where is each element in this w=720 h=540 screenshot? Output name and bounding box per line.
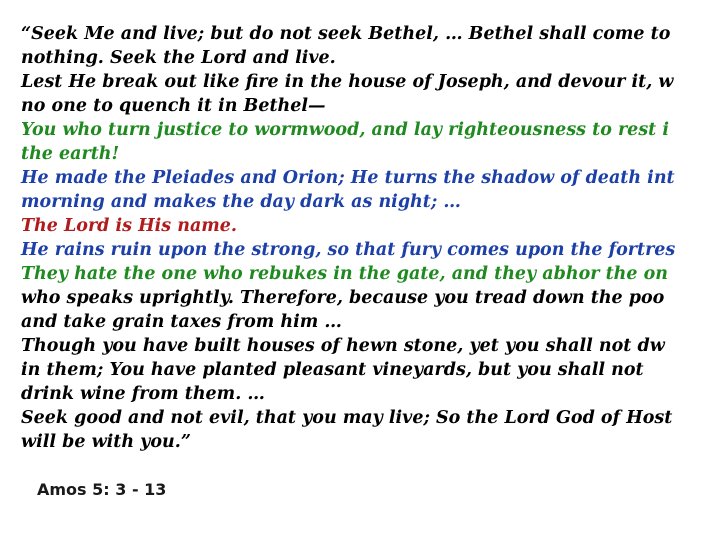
passage-line: You who turn justice to wormwood, and lay righteousness to rest i [21, 120, 669, 140]
passage-line: Lest He break out like fire in the house of Joseph, and devour it, w [21, 72, 674, 92]
passage-line: Seek good and not evil, that you may live; So the Lord God of Host [21, 408, 673, 428]
scripture-reference: Amos 5: 3 - 13 [37, 480, 167, 499]
passage-line: “Seek Me and live; but do not seek Bethel, … Bethel shall come to [21, 24, 671, 44]
passage-line: They hate the one who rebukes in the gate, and they abhor the on [21, 264, 669, 284]
passage-line: He made the Pleiades and Orion; He turns the shadow of death int [21, 168, 675, 188]
passage-line: the earth! [21, 144, 120, 164]
passage-line: who speaks uprightly. Therefore, because you tread down the poo [21, 288, 665, 308]
passage-line: nothing. Seek the Lord and live. [21, 48, 336, 68]
passage-line: will be with you.” [21, 432, 191, 452]
passage-line: The Lord is His name. [21, 216, 238, 236]
passage-line: Though you have built houses of hewn stone, yet you shall not dw [21, 336, 665, 356]
passage-line: He rains ruin upon the strong, so that fury comes upon the fortres [21, 240, 676, 260]
passage-line: morning and makes the day dark as night; … [21, 192, 461, 212]
passage-line: drink wine from them. … [21, 384, 265, 404]
scripture-passage [21, 22, 720, 454]
passage-line: in them; You have planted pleasant vineyards, but you shall not [21, 360, 644, 380]
passage-line: and take grain taxes from him … [21, 312, 342, 332]
passage-line: no one to quench it in Bethel— [21, 96, 326, 116]
